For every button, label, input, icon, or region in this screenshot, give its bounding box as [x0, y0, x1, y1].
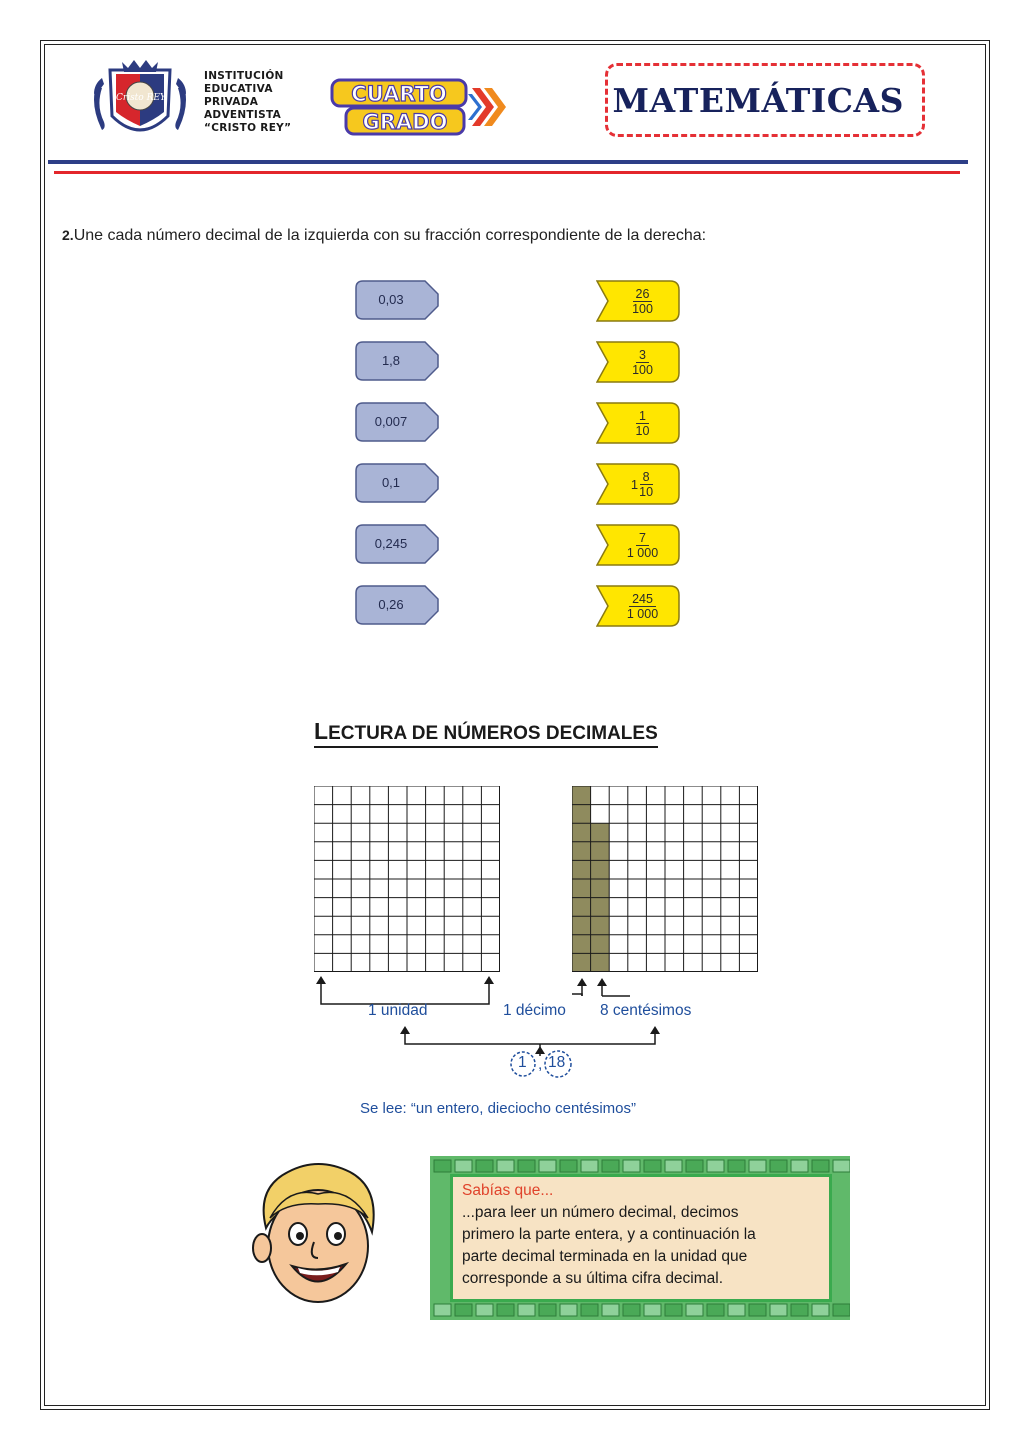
header-divider-blue [48, 160, 968, 164]
fraction-denominator: 10 [639, 484, 654, 499]
border-tile [455, 1304, 472, 1316]
shaded-hundredth [591, 860, 610, 879]
fraction-whole: 1 [630, 476, 639, 492]
shaded-hundredth [591, 842, 610, 861]
school-name-line: ADVENTISTA [204, 109, 282, 121]
grade-line-1: CUARTO [351, 82, 447, 106]
border-tile [686, 1304, 703, 1316]
section-title-cap: L [314, 718, 329, 744]
border-tile [497, 1160, 514, 1172]
border-tile [812, 1160, 829, 1172]
tip-line: corresponde a su última cifra decimal. [462, 1270, 724, 1287]
border-tile [728, 1304, 745, 1316]
fraction-tag[interactable] [596, 402, 680, 444]
border-tile [644, 1304, 661, 1316]
tip-line: parte decimal terminada en la unidad que [462, 1248, 748, 1265]
number-whole: 1 [518, 1054, 527, 1071]
fraction-numerator: 7 [636, 531, 649, 546]
decimal-value: 0,03 [378, 292, 404, 307]
shaded-hundredth [591, 916, 610, 935]
shaded-hundredth [591, 935, 610, 954]
border-tile [707, 1304, 724, 1316]
border-tile [602, 1304, 619, 1316]
tip-text [462, 1180, 828, 1290]
border-tile [665, 1304, 682, 1316]
border-tile [665, 1160, 682, 1172]
border-tile [497, 1304, 514, 1316]
fraction-value [610, 404, 674, 442]
subject-box [605, 63, 925, 137]
svg-text:Cristo REY: Cristo REY [116, 93, 166, 103]
fraction-value [610, 587, 674, 625]
fraction-denominator: 1 000 [626, 545, 659, 560]
border-tile [455, 1160, 472, 1172]
fraction-numerator: 26 [633, 287, 653, 302]
number-separator: , [538, 1056, 543, 1073]
school-name-line: INSTITUCIÓN [204, 70, 284, 82]
decimal-pill[interactable] [355, 585, 439, 625]
section-title [314, 718, 658, 748]
border-tile [770, 1160, 787, 1172]
shaded-hundredth [591, 879, 610, 898]
decimal-value: 0,1 [381, 475, 401, 490]
school-name-line: PRIVADA [204, 96, 259, 108]
border-tile [749, 1160, 766, 1172]
tip-line: ...para leer un número decimal, decimos [462, 1204, 739, 1221]
fraction-numerator: 1 [636, 409, 649, 424]
shaded-hundredth [591, 898, 610, 917]
reading-text: Se lee: “un entero, dieciocho centésimos” [360, 1100, 636, 1117]
crest-text [112, 78, 172, 118]
border-tile [791, 1160, 808, 1172]
tip-line: primero la parte entera, y a continuación la [462, 1226, 756, 1243]
unit-grid [314, 786, 500, 972]
fraction-tag[interactable] [596, 341, 680, 383]
fraction-tag[interactable] [596, 524, 680, 566]
border-tile [833, 1160, 850, 1172]
decimal-pill[interactable] [355, 524, 439, 564]
fraction-numerator: 3 [636, 348, 649, 363]
exercise-number: 2. [62, 227, 74, 243]
fraction-numerator: 8 [640, 470, 653, 485]
fraction-tag[interactable] [596, 463, 680, 505]
school-name-line: “CRISTO REY” [204, 122, 292, 134]
fraction-tag[interactable] [596, 585, 680, 627]
fraction-tag[interactable] [596, 280, 680, 322]
border-tile [476, 1304, 493, 1316]
border-tile [539, 1160, 556, 1172]
border-tile [476, 1160, 493, 1172]
fraction-denominator: 1 000 [626, 606, 659, 621]
shaded-hundredth [591, 823, 610, 842]
school-name [204, 70, 291, 135]
border-tile [602, 1160, 619, 1172]
border-tile [518, 1304, 535, 1316]
border-tile [581, 1304, 598, 1316]
fraction-denominator: 10 [635, 423, 650, 438]
border-tile [434, 1304, 451, 1316]
decimal-value: 0,26 [378, 597, 404, 612]
grade-line-2: GRADO [362, 110, 448, 134]
border-tile [644, 1160, 661, 1172]
decimal-pill[interactable] [355, 341, 439, 381]
border-tile [434, 1160, 451, 1172]
decimal-pill[interactable] [355, 402, 439, 442]
fraction-numerator: 245 [629, 592, 656, 607]
decimal-value: 1,8 [381, 353, 401, 368]
border-tile [539, 1304, 556, 1316]
instruction-text: Une cada número decimal de la izquierda con su fracción correspondiente de la derecha: [73, 227, 707, 244]
border-tile [518, 1160, 535, 1172]
fraction-value [610, 282, 674, 320]
border-tile [833, 1304, 850, 1316]
border-tile [581, 1160, 598, 1172]
header-divider-red [54, 171, 960, 174]
label-decimo: 1 décimo [503, 1002, 566, 1019]
tip-heading: Sabías que... [462, 1182, 554, 1199]
border-tile [812, 1304, 829, 1316]
exercise-instruction [62, 227, 706, 245]
border-tile [791, 1304, 808, 1316]
boy-face-illustration [248, 1158, 388, 1308]
school-name-line: EDUCATIVA [204, 83, 273, 95]
section-title-rest: ECTURA DE NÚMEROS DECIMALES [328, 723, 658, 744]
decimal-pill[interactable] [355, 280, 439, 320]
border-tile [560, 1304, 577, 1316]
fraction-value [610, 343, 674, 381]
hundredths-grid [572, 786, 758, 972]
grade-badge [330, 76, 510, 138]
subject-title: MATEMÁTICAS [612, 80, 904, 120]
border-tile [686, 1160, 703, 1172]
border-tile [560, 1160, 577, 1172]
border-tile [728, 1160, 745, 1172]
border-tile [623, 1304, 640, 1316]
place-value-brackets [300, 970, 720, 1080]
decimal-value: 0,245 [374, 536, 408, 551]
number-decimal: 18 [548, 1054, 566, 1071]
border-tile [707, 1160, 724, 1172]
border-tile [623, 1160, 640, 1172]
decimal-pill[interactable] [355, 463, 439, 503]
fraction-denominator: 100 [632, 362, 653, 377]
border-tile [749, 1304, 766, 1316]
label-centesimos: 8 centésimos [600, 1002, 692, 1019]
fraction-value [610, 526, 674, 564]
decimal-value: 0,007 [374, 414, 408, 429]
fraction-value [610, 465, 674, 503]
border-tile [770, 1304, 787, 1316]
fraction-denominator: 100 [632, 301, 653, 316]
label-unidad: 1 unidad [368, 1002, 428, 1019]
